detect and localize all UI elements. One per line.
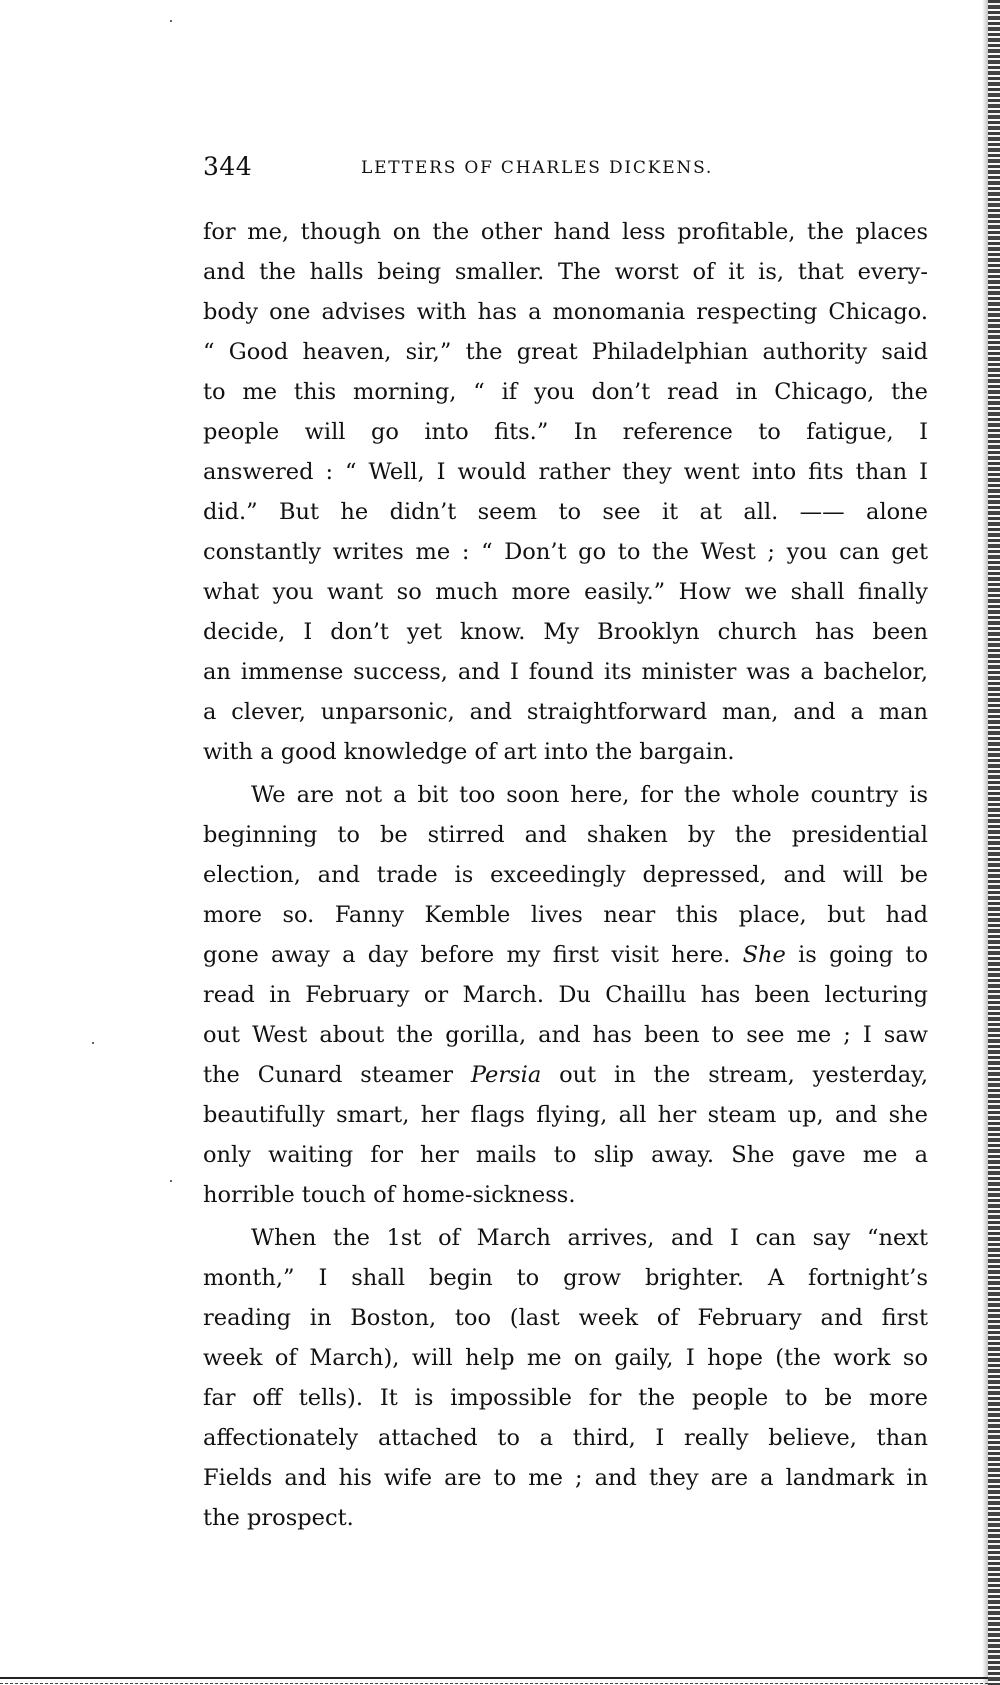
text-line: beautifully smart, her flags flying, all her steam up, and she — [203, 1102, 928, 1128]
text-line: an immense success, and I found its minister was a bachelor, — [203, 659, 928, 685]
body-text — [203, 212, 928, 1538]
text-line: affectionately attached to a third, I really believe, than — [203, 1425, 928, 1451]
text-line: far off tells). It is impossible for the people to be more — [203, 1385, 928, 1411]
text-line: reading in Boston, too (last week of February and first — [203, 1305, 928, 1331]
text-line: body one advises with has a monomania respecting Chicago. — [203, 299, 928, 325]
text-line: beginning to be stirred and shaken by the presidential — [203, 822, 928, 848]
text-segment: is going to — [798, 942, 928, 968]
text-line-with-italic — [203, 935, 928, 975]
text-line: people will go into fits.” In reference to fatigue, I — [203, 419, 928, 445]
text-segment: the Cunard steamer — [203, 1062, 454, 1088]
italic-word: She — [742, 942, 786, 968]
bottom-scan-border — [0, 1677, 988, 1679]
text-line: with a good knowledge of art into the bargain. — [203, 739, 735, 765]
text-line: only waiting for her mails to slip away. She gave me a — [203, 1142, 928, 1168]
text-line: for me, though on the other hand less profitable, the places — [203, 219, 928, 245]
text-line: a clever, unparsonic, and straightforward man, and a man — [203, 699, 928, 725]
text-line: When the 1st of March arrives, and I can say “next — [251, 1225, 928, 1251]
text-line: decide, I don’t yet know. My Brooklyn church has been — [203, 619, 928, 645]
text-line: answered : “ Well, I would rather they went into fits than I — [203, 459, 928, 485]
page-edge — [988, 0, 1000, 1685]
text-line-with-italic — [203, 1055, 928, 1095]
page-number: 344 — [203, 152, 253, 181]
text-line: constantly writes me : “ Don’t go to the West ; you can get — [203, 539, 928, 565]
text-line: and the halls being smaller. The worst of it is, that every- — [203, 259, 928, 285]
text-line: We are not a bit too soon here, for the whole country is — [251, 782, 928, 808]
text-line: horrible touch of home-sickness. — [203, 1182, 576, 1208]
text-line: “ Good heaven, sir,” the great Philadelphian authority said — [203, 339, 928, 365]
text-line: month,” I shall begin to grow brighter. A fortnight’s — [203, 1265, 928, 1291]
text-line: to me this morning, “ if you don’t read in Chicago, the — [203, 379, 928, 405]
text-segment: out in the stream, yesterday, — [559, 1062, 928, 1088]
text-line: read in February or March. Du Chaillu has been lecturing — [203, 982, 928, 1008]
scan-speck — [170, 20, 172, 22]
text-line: out West about the gorilla, and has been to see me ; I saw — [203, 1022, 928, 1048]
text-line: more so. Fanny Kemble lives near this place, but had — [203, 902, 928, 928]
scan-speck — [170, 1180, 172, 1182]
running-title: LETTERS OF CHARLES DICKENS. — [361, 158, 714, 178]
text-line: Fields and his wife are to me ; and they are a landmark in — [203, 1465, 928, 1491]
page-header — [203, 152, 928, 192]
text-segment: gone away a day before my first visit here. — [203, 942, 731, 968]
text-line: election, and trade is exceedingly depressed, and will be — [203, 862, 928, 888]
bottom-scan-border-thin — [0, 1683, 988, 1684]
text-line: did.” But he didn’t seem to see it at all. —— alone — [203, 499, 928, 525]
text-line: week of March), will help me on gaily, I hope (the work so — [203, 1345, 928, 1371]
italic-word: Persia — [470, 1062, 542, 1088]
scan-speck — [92, 1042, 94, 1044]
text-line: what you want so much more easily.” How we shall finally — [203, 579, 928, 605]
text-line: the prospect. — [203, 1505, 354, 1531]
